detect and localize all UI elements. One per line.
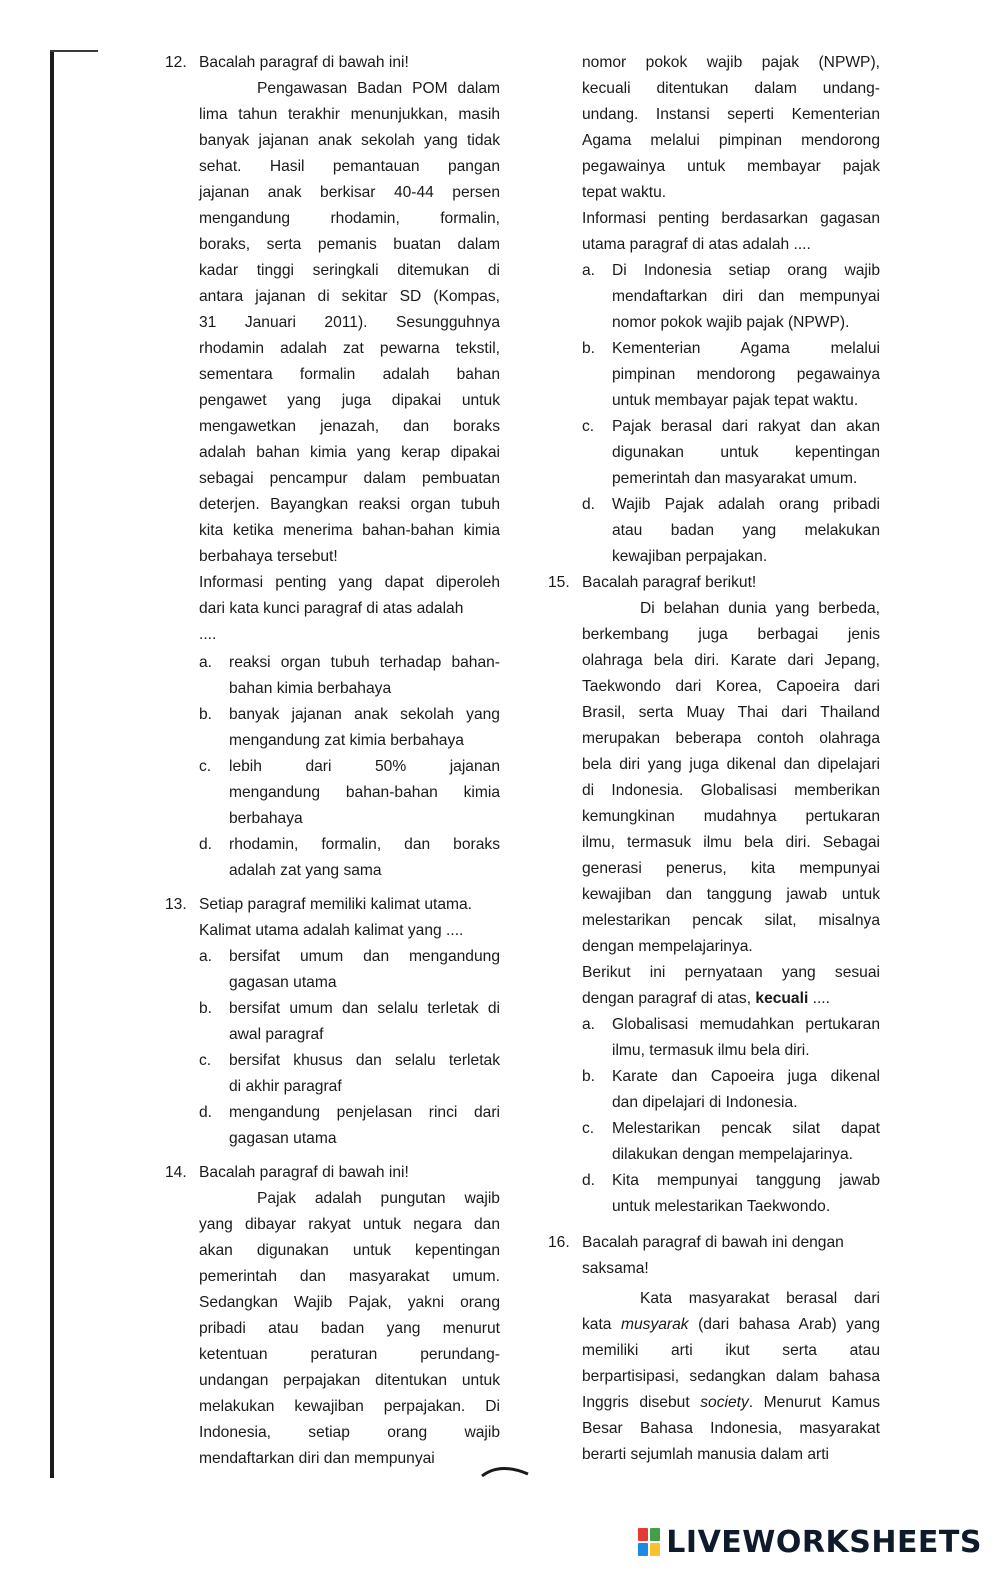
option-letter bbox=[582, 284, 612, 310]
option-text: bersifat umum dan selalu terletak di bbox=[229, 1000, 500, 1017]
right-column bbox=[548, 50, 880, 1468]
option-letter bbox=[582, 1142, 612, 1168]
option-text: untuk membayar pajak tepat waktu. bbox=[612, 392, 859, 409]
option-letter bbox=[582, 388, 612, 414]
q12-option-c bbox=[165, 780, 500, 806]
q12-paragraph-line: kita ketika menerima bahan-bahan kimia bbox=[199, 522, 500, 539]
option-letter bbox=[199, 1074, 229, 1100]
option-text: dan dipelajari di Indonesia. bbox=[612, 1094, 798, 1111]
q14-paragraph-line: yang dibayar rakyat untuk negara dan bbox=[199, 1216, 500, 1233]
q15-option-b bbox=[548, 1090, 880, 1116]
option-text: ilmu, termasuk ilmu bela diri. bbox=[612, 1042, 810, 1059]
q12-option-a bbox=[165, 650, 500, 676]
q15-paragraph-line: Taekwondo dari Korea, Capoeira dari bbox=[582, 678, 880, 695]
q12-heading-text: Bacalah paragraf di bawah ini! bbox=[199, 54, 409, 71]
option-text: bersifat khusus dan selalu terletak bbox=[229, 1052, 500, 1069]
option-letter: b. bbox=[199, 706, 213, 723]
option-text: mendaftarkan diri dan mempunyai bbox=[612, 288, 880, 305]
spacer bbox=[165, 1152, 500, 1160]
q12-paragraph-line: 31 Januari 2011). Sesungguhnya bbox=[199, 314, 500, 331]
q14-option-d bbox=[548, 544, 880, 570]
q12-paragraph-line: kadar tinggi seringkali ditemukan di bbox=[199, 262, 500, 279]
q12-paragraph-line: sebagai pencampur dalam pembuatan bbox=[199, 470, 500, 487]
option-letter: d. bbox=[199, 836, 213, 853]
q15-option-a bbox=[548, 1012, 880, 1038]
q15-paragraph-line: kewajiban dan tanggung jawab untuk bbox=[582, 886, 880, 903]
option-text: dilakukan dengan mempelajarinya. bbox=[612, 1146, 853, 1163]
q13-number bbox=[165, 918, 199, 944]
q15-option-d bbox=[548, 1194, 880, 1220]
option-letter bbox=[199, 1022, 229, 1048]
q14-question-line: utama paragraf di atas adalah .... bbox=[582, 236, 811, 253]
q15-option-d bbox=[548, 1168, 880, 1194]
q16-paragraph-line: berpartisipasi, sedangkan dalam bahasa bbox=[582, 1368, 880, 1385]
q15-question-line bbox=[548, 986, 880, 1012]
option-text: kewajiban perpajakan. bbox=[612, 548, 768, 565]
q16-paragraph-line: berarti sejumlah manusia dalam arti bbox=[582, 1446, 830, 1463]
q12-option-a bbox=[165, 676, 500, 702]
q16-number: 16. bbox=[548, 1234, 570, 1251]
q14-option-c bbox=[548, 414, 880, 440]
q14-heading bbox=[165, 1160, 500, 1186]
q14-paragraph-line: undangan perpajakan ditentukan untuk bbox=[199, 1372, 500, 1389]
option-letter bbox=[582, 1090, 612, 1116]
q15-question-tail: .... bbox=[808, 990, 830, 1007]
left-column bbox=[165, 50, 500, 1472]
spacer bbox=[548, 1220, 880, 1230]
q12-paragraph-line: rhodamin adalah zat pewarna tekstil, bbox=[199, 340, 500, 357]
option-letter bbox=[582, 1194, 612, 1220]
option-letter bbox=[582, 440, 612, 466]
q12-number: 12. bbox=[165, 54, 187, 71]
q12-paragraph-line: pengawet yang juga dipakai untuk bbox=[199, 392, 500, 409]
q14-option-a bbox=[548, 310, 880, 336]
q14-paragraph-line: kecuali ditentukan dalam undang- bbox=[582, 80, 880, 97]
q12-paragraph-line: antara jajanan di sekitar SD (Kompas, bbox=[199, 288, 500, 305]
option-letter: b. bbox=[199, 1000, 213, 1017]
q14-paragraph-line: Agama melalui pimpinan mendorong bbox=[582, 132, 880, 149]
option-letter bbox=[199, 806, 229, 832]
q15-paragraph-line: merupakan beberapa contoh olahraga bbox=[582, 730, 880, 747]
q15-paragraph-line: melestarikan pencak silat, misalnya bbox=[582, 912, 880, 929]
option-letter: b. bbox=[582, 340, 596, 357]
option-letter bbox=[199, 858, 229, 884]
q14-paragraph-line: tepat waktu. bbox=[582, 184, 667, 201]
q13-option-d bbox=[165, 1126, 500, 1152]
q12-paragraph-line: banyak jajanan anak sekolah yang tidak bbox=[199, 132, 500, 149]
option-text: Pajak berasal dari rakyat dan akan bbox=[612, 418, 880, 435]
option-letter bbox=[582, 310, 612, 336]
q15-paragraph-line: bela diri yang juga dikenal dan dipelajari bbox=[582, 756, 880, 773]
option-letter: d. bbox=[199, 1104, 213, 1121]
option-letter: d. bbox=[582, 496, 596, 513]
brand-text: LIVEWORKSHEETS bbox=[666, 1524, 982, 1560]
q14-question-line: Informasi penting berdasarkan gagasan bbox=[582, 210, 880, 227]
q13-option-c bbox=[165, 1048, 500, 1074]
liveworksheets-logo bbox=[638, 1522, 982, 1562]
q14-paragraph-line: mendaftarkan diri dan mempunyai bbox=[199, 1450, 435, 1467]
option-letter bbox=[582, 1038, 612, 1064]
q15-paragraph-line: generasi penerus, kita mempunyai bbox=[582, 860, 880, 877]
q13-option-b bbox=[165, 1022, 500, 1048]
option-letter: b. bbox=[582, 1068, 596, 1085]
q12-paragraph-line: jajanan anak berkisar 40-44 persen bbox=[199, 184, 500, 201]
q14-option-b bbox=[548, 388, 880, 414]
option-letter bbox=[199, 780, 229, 806]
q13-option-c bbox=[165, 1074, 500, 1100]
q12-option-b bbox=[165, 702, 500, 728]
q12-option-d bbox=[165, 832, 500, 858]
q16-heading-text: Bacalah paragraf di bawah ini dengan bbox=[582, 1234, 844, 1251]
q14-number: 14. bbox=[165, 1164, 187, 1181]
q13-heading-text: Setiap paragraf memiliki kalimat utama. bbox=[199, 896, 472, 913]
option-text: berbahaya bbox=[229, 810, 303, 827]
option-text: Kita mempunyai tanggung jawab bbox=[612, 1172, 880, 1189]
q14-heading-text: Bacalah paragraf di bawah ini! bbox=[199, 1164, 409, 1181]
q12-option-d bbox=[165, 858, 500, 884]
q16-paragraph-line: Inggris disebut society. Menurut Kamus bbox=[582, 1394, 880, 1411]
q12-paragraph-line: lima tahun terakhir menunjukkan, masih bbox=[199, 106, 500, 123]
option-letter: a. bbox=[199, 948, 213, 965]
q12-heading bbox=[165, 50, 500, 76]
q15-heading bbox=[548, 570, 880, 596]
q15-question-line: Berikut ini pernyataan yang sesuai bbox=[582, 964, 880, 981]
q14-option-c bbox=[548, 466, 880, 492]
q12-paragraph-line: sementara formalin adalah bahan bbox=[199, 366, 500, 383]
q12-paragraph-line: sehat. Hasil pemantauan pangan bbox=[199, 158, 500, 175]
logo-square bbox=[638, 1528, 648, 1541]
option-text: nomor pokok wajib pajak (NPWP). bbox=[612, 314, 850, 331]
option-text: lebih dari 50% jajanan bbox=[229, 758, 500, 775]
q15-paragraph-line: dengan mempelajarinya. bbox=[582, 938, 753, 955]
q14-paragraph-line: Sedangkan Wajib Pajak, yakni orang bbox=[199, 1294, 500, 1311]
option-text: Karate dan Capoeira juga dikenal bbox=[612, 1068, 880, 1085]
q15-question-keyword: kecuali bbox=[755, 990, 809, 1007]
option-letter: c. bbox=[199, 758, 212, 775]
option-text: Di Indonesia setiap orang wajib bbox=[612, 262, 880, 279]
q14-paragraph-line: akan digunakan untuk kepentingan bbox=[199, 1242, 500, 1259]
q15-paragraph-line: di Indonesia. Globalisasi memberikan bbox=[582, 782, 880, 799]
option-text: Globalisasi memudahkan pertukaran bbox=[612, 1016, 880, 1033]
q12-option-b bbox=[165, 728, 500, 754]
option-letter bbox=[582, 362, 612, 388]
q15-number: 15. bbox=[548, 574, 570, 591]
q13-heading-text: Kalimat utama adalah kalimat yang .... bbox=[199, 922, 464, 939]
option-letter bbox=[582, 544, 612, 570]
q12-question-line: Informasi penting yang dapat diperoleh bbox=[199, 574, 500, 591]
option-text: adalah zat yang sama bbox=[229, 862, 382, 879]
option-text: banyak jajanan anak sekolah yang bbox=[229, 706, 500, 723]
option-text: awal paragraf bbox=[229, 1026, 324, 1043]
q14-option-c bbox=[548, 440, 880, 466]
option-text: mengandung zat kimia berbahaya bbox=[229, 732, 464, 749]
q13-option-a bbox=[165, 944, 500, 970]
option-letter bbox=[199, 970, 229, 996]
q16-number bbox=[548, 1256, 582, 1282]
q15-paragraph-line: olahraga bela diri. Karate dari Jepang, bbox=[582, 652, 880, 669]
option-text: bersifat umum dan mengandung bbox=[229, 948, 500, 965]
option-letter bbox=[582, 518, 612, 544]
option-text: Wajib Pajak adalah orang pribadi bbox=[612, 496, 880, 513]
q15-option-c bbox=[548, 1116, 880, 1142]
q15-paragraph-line: Brasil, serta Muay Thai dari Thailand bbox=[582, 704, 880, 721]
option-letter bbox=[582, 466, 612, 492]
option-text: digunakan untuk kepentingan bbox=[612, 444, 880, 461]
option-text: pemerintah dan masyarakat umum. bbox=[612, 470, 858, 487]
q16-paragraph-line: Kata masyarakat berasal dari bbox=[640, 1290, 880, 1307]
q12-question-line: .... bbox=[199, 626, 217, 643]
option-letter bbox=[199, 1126, 229, 1152]
q16-paragraph-line: memiliki arti ikut serta atau bbox=[582, 1342, 880, 1359]
q16-paragraph-line: kata musyarak (dari bahasa Arab) yang bbox=[582, 1316, 880, 1333]
q16-heading bbox=[548, 1230, 880, 1256]
page-curl-mark bbox=[480, 1462, 530, 1482]
option-letter bbox=[199, 728, 229, 754]
q15-option-a bbox=[548, 1038, 880, 1064]
logo-square bbox=[650, 1528, 660, 1541]
option-text: bahan kimia berbahaya bbox=[229, 680, 392, 697]
q12-paragraph-line: berbahaya tersebut! bbox=[199, 548, 338, 565]
q14-paragraph-line: Indonesia, setiap orang wajib bbox=[199, 1424, 500, 1441]
q14-paragraph-line: ketentuan peraturan perundang- bbox=[199, 1346, 500, 1363]
option-text: Kementerian Agama melalui bbox=[612, 340, 880, 357]
q15-option-c bbox=[548, 1142, 880, 1168]
option-letter: d. bbox=[582, 1172, 596, 1189]
q13-option-b bbox=[165, 996, 500, 1022]
option-text: di akhir paragraf bbox=[229, 1078, 342, 1095]
q12-option-c bbox=[165, 806, 500, 832]
q12-paragraph-line: deterjen. Bayangkan reaksi organ tubuh bbox=[199, 496, 500, 513]
q15-paragraph-line: ilmu, termasuk ilmu bela diri. Sebagai bbox=[582, 834, 880, 851]
q14-paragraph-line: pegawainya untuk membayar pajak bbox=[582, 158, 880, 175]
option-letter: a. bbox=[582, 1016, 596, 1033]
q12-paragraph-line: Pengawasan Badan POM dalam bbox=[257, 80, 500, 97]
q15-paragraph-line: Di belahan dunia yang berbeda, bbox=[640, 600, 880, 617]
q15-question-text: dengan paragraf di atas, bbox=[582, 990, 756, 1007]
logo-square bbox=[638, 1543, 648, 1556]
q13-option-a bbox=[165, 970, 500, 996]
q14-paragraph-line: pribadi atau badan yang menurut bbox=[199, 1320, 500, 1337]
q15-paragraph-line: kemungkinan mudahnya pertukaran bbox=[582, 808, 880, 825]
q16-paragraph-line: Besar Bahasa Indonesia, masyarakat bbox=[582, 1420, 880, 1437]
option-text: pimpinan mendorong pegawainya bbox=[612, 366, 880, 383]
option-letter: c. bbox=[199, 1052, 212, 1069]
q14-paragraph-line: Pajak adalah pungutan wajib bbox=[257, 1190, 500, 1207]
q15-paragraph-line: berkembang juga berbagai jenis bbox=[582, 626, 880, 643]
spacer bbox=[165, 884, 500, 892]
q14-paragraph-line: melakukan kewajiban perpajakan. Di bbox=[199, 1398, 500, 1415]
q14-option-d bbox=[548, 518, 880, 544]
q14-option-d bbox=[548, 492, 880, 518]
option-text: reaksi organ tubuh terhadap bahan- bbox=[229, 654, 500, 671]
q13-heading bbox=[165, 918, 500, 944]
option-text: Melestarikan pencak silat dapat bbox=[612, 1120, 880, 1137]
option-text: gagasan utama bbox=[229, 1130, 337, 1147]
option-text: rhodamin, formalin, dan boraks bbox=[229, 836, 500, 853]
q16-heading-text: saksama! bbox=[582, 1260, 649, 1277]
option-letter: c. bbox=[582, 1120, 595, 1137]
option-text: gagasan utama bbox=[229, 974, 337, 991]
q14-paragraph-line: nomor pokok wajib pajak (NPWP), bbox=[582, 54, 880, 71]
q14-option-b bbox=[548, 336, 880, 362]
q14-option-a bbox=[548, 258, 880, 284]
q15-option-b bbox=[548, 1064, 880, 1090]
option-text: atau badan yang melakukan bbox=[612, 522, 880, 539]
q12-paragraph-line: mengawetkan jenazah, dan boraks bbox=[199, 418, 500, 435]
option-text: mengandung penjelasan rinci dari bbox=[229, 1104, 500, 1121]
q13-option-d bbox=[165, 1100, 500, 1126]
q14-option-b bbox=[548, 362, 880, 388]
q12-option-c bbox=[165, 754, 500, 780]
option-text: mengandung bahan-bahan kimia bbox=[229, 784, 500, 801]
q14-option-a bbox=[548, 284, 880, 310]
scan-margin-line bbox=[50, 50, 54, 1478]
q12-question-line: dari kata kunci paragraf di atas adalah bbox=[199, 600, 464, 617]
q14-paragraph-line: undang. Instansi seperti Kementerian bbox=[582, 106, 880, 123]
option-letter: c. bbox=[582, 418, 595, 435]
option-text: untuk melestarikan Taekwondo. bbox=[612, 1198, 831, 1215]
logo-square bbox=[650, 1543, 660, 1556]
q12-paragraph-line: adalah bahan kimia yang kerap dipakai bbox=[199, 444, 500, 461]
liveworksheets-icon bbox=[638, 1528, 660, 1556]
option-letter: a. bbox=[582, 262, 596, 279]
q13-number: 13. bbox=[165, 896, 187, 913]
q15-heading-text: Bacalah paragraf berikut! bbox=[582, 574, 757, 591]
option-letter: a. bbox=[199, 654, 213, 671]
q14-paragraph-line: pemerintah dan masyarakat umum. bbox=[199, 1268, 500, 1285]
scan-margin-tick bbox=[50, 50, 98, 52]
q12-paragraph-line: boraks, serta pemanis buatan dalam bbox=[199, 236, 500, 253]
q13-heading bbox=[165, 892, 500, 918]
q12-paragraph-line: mengandung rhodamin, formalin, bbox=[199, 210, 500, 227]
q16-heading bbox=[548, 1256, 880, 1282]
option-letter bbox=[199, 676, 229, 702]
